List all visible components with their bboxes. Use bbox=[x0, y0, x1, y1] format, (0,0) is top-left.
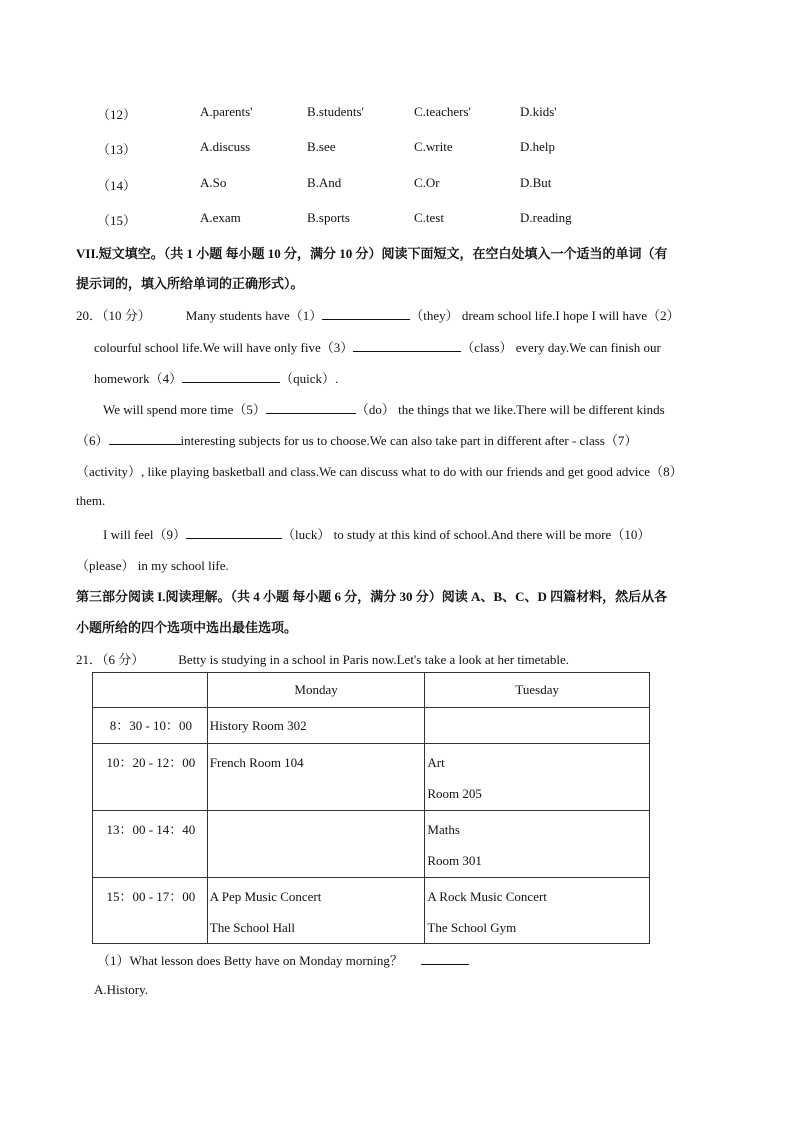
question-number: 20．（10 分） bbox=[76, 308, 151, 323]
question-number: （12） bbox=[97, 107, 137, 122]
q20-line-9: （please） in my school life. bbox=[76, 558, 229, 573]
option-c: C.write bbox=[414, 139, 453, 154]
answer-blank-1[interactable] bbox=[322, 307, 410, 320]
option-b: B.students' bbox=[307, 104, 364, 119]
option-a: A.discuss bbox=[200, 139, 251, 154]
option-d: D.reading bbox=[520, 210, 572, 225]
section-heading: VII.短文填空。（共 1 小题 每小题 10 分，满分 10 分）阅读下面短文，在空白处填入一个适当的单词（有 bbox=[76, 246, 668, 261]
monday-cell: History Room 302 bbox=[207, 708, 425, 744]
time-cell: 10：20 - 12：00 bbox=[93, 744, 208, 811]
monday-cell: French Room 104 bbox=[207, 744, 425, 811]
option-c: C.test bbox=[414, 210, 444, 225]
option-c: C.teachers' bbox=[414, 104, 471, 119]
answer-blank-5[interactable] bbox=[266, 401, 356, 414]
q21-intro-line: 21．（6 分） Betty is studying in a school in Paris now.Let's take a look at her timetable. bbox=[76, 652, 569, 667]
option-b: B.And bbox=[307, 175, 342, 190]
part-heading: 第三部分阅读 I.阅读理解。（共 4 小题 每小题 6 分，满分 30 分）阅读 A、B、C、D 四篇材料，然后从各 bbox=[76, 589, 668, 604]
header-cell-empty bbox=[93, 673, 208, 708]
part-heading-cont: 小题所给的四个选项中选出最佳选项。 bbox=[76, 620, 298, 635]
option-d: D.kids' bbox=[520, 104, 557, 119]
time-cell: 8：30 - 10：00 bbox=[93, 708, 208, 744]
table-row bbox=[93, 878, 650, 944]
timetable bbox=[92, 672, 650, 944]
option-row-14 bbox=[0, 175, 794, 195]
tuesday-cell: Maths Room 301 bbox=[425, 811, 650, 878]
monday-cell: A Pep Music Concert The School Hall bbox=[207, 878, 425, 944]
answer-blank-4[interactable] bbox=[182, 370, 280, 383]
time-cell: 13：00 - 14：40 bbox=[93, 811, 208, 878]
header-cell-tuesday: Tuesday bbox=[425, 673, 650, 708]
question-number: （14） bbox=[97, 178, 137, 193]
table-row bbox=[93, 708, 650, 744]
option-a: A.parents' bbox=[200, 104, 253, 119]
option-row-15 bbox=[0, 210, 794, 230]
option-b: B.sports bbox=[307, 210, 350, 225]
q21-sub1-question: （1）What lesson does Betty have on Monday morning？ bbox=[97, 950, 469, 969]
q20-line-4: We will spend more time（5） （do） the things that we like.There will be different kinds bbox=[103, 402, 665, 417]
question-number: 21．（6 分） bbox=[76, 652, 145, 667]
option-d: D.But bbox=[520, 175, 552, 190]
header-cell-monday: Monday bbox=[207, 673, 425, 708]
q20-line-6: （activity）, like playing basketball and class.We can discuss what to do with our friends and get good advice（8） bbox=[76, 464, 683, 479]
option-b: B.see bbox=[307, 139, 336, 154]
q20-line-5: （6） interesting subjects for us to choose.We can also take part in different after - class（7） bbox=[76, 433, 638, 448]
section-heading-cont: 提示词的，填入所给单词的正确形式）。 bbox=[76, 276, 304, 291]
monday-cell bbox=[207, 811, 425, 878]
answer-blank-q21-1[interactable] bbox=[421, 952, 469, 965]
time-cell: 15：00 - 17：00 bbox=[93, 878, 208, 944]
q20-line-7: them. bbox=[76, 493, 106, 508]
q20-line-1: 20．（10 分） Many students have（1） （they） dream school life.I hope I will have（2） bbox=[76, 308, 680, 323]
tuesday-cell bbox=[425, 708, 650, 744]
q20-line-3: homework（4） （quick）. bbox=[94, 371, 339, 386]
answer-blank-3[interactable] bbox=[353, 339, 461, 352]
table-row bbox=[93, 811, 650, 878]
option-a: A.exam bbox=[200, 210, 241, 225]
option-row-13 bbox=[0, 139, 794, 159]
option-d: D.help bbox=[520, 139, 556, 154]
option-c: C.Or bbox=[414, 175, 440, 190]
option-row-12 bbox=[0, 104, 794, 124]
table-header-row bbox=[93, 673, 650, 708]
option-a: A.So bbox=[200, 175, 227, 190]
question-number: （13） bbox=[97, 142, 137, 157]
q21-sub1-option-a: A.History. bbox=[94, 982, 149, 997]
tuesday-cell: Art Room 205 bbox=[425, 744, 650, 811]
q20-line-8: I will feel（9） （luck） to study at this kind of school.And there will be more（10） bbox=[103, 527, 651, 542]
answer-blank-6[interactable] bbox=[109, 432, 181, 445]
table-row bbox=[93, 744, 650, 811]
tuesday-cell: A Rock Music Concert The School Gym bbox=[425, 878, 650, 944]
q20-line-2: colourful school life.We will have only five（3） （class） every day.We can finish our bbox=[94, 340, 661, 355]
answer-blank-9[interactable] bbox=[186, 526, 282, 539]
question-number: （15） bbox=[97, 213, 137, 228]
